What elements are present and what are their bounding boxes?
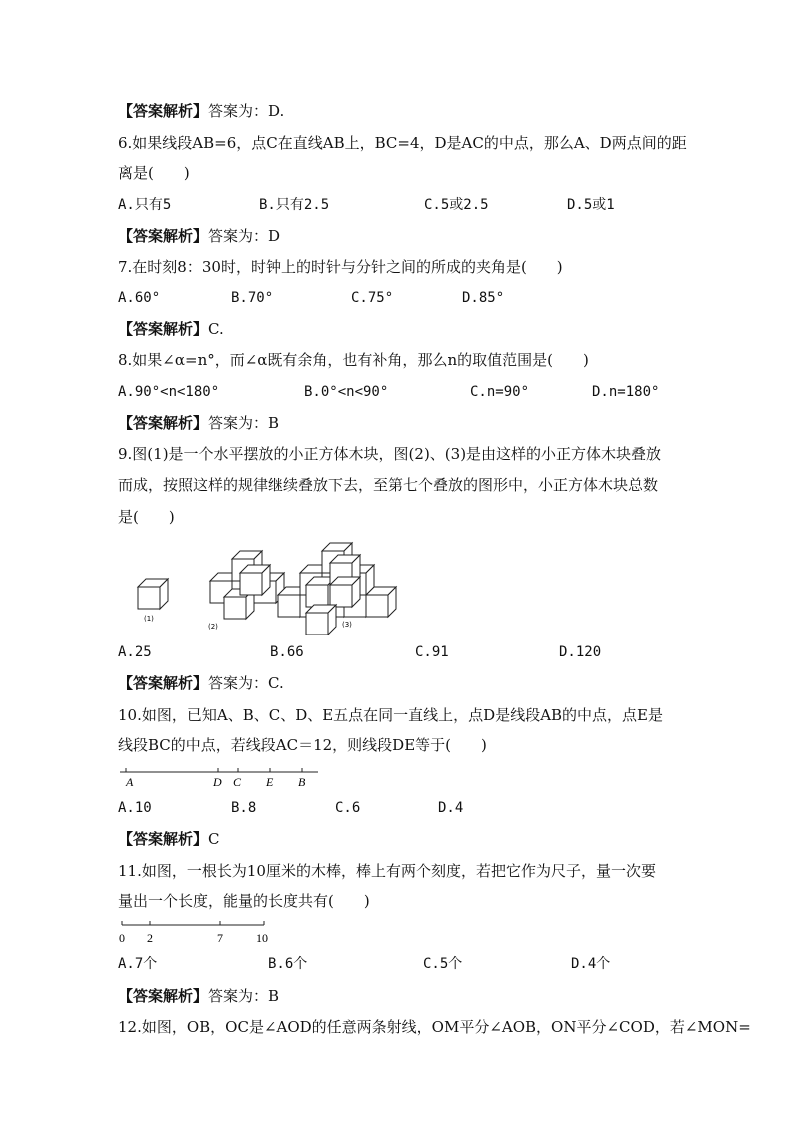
answer-6: 【答案解析】答案为：D [118,227,281,245]
question-10-line-2: 线段BC的中点，若线段AC＝12，则线段DE等于( ) [118,736,487,754]
cube-figure-1 [138,579,168,609]
question-6-line-1: 6.如果线段AB=6，点C在直线AB上，BC=4，D是AC的中点，那么A、D两点间的距 [118,134,687,152]
q9-option-a: A.25 [118,644,152,660]
q8-option-b: B.0°<n<90° [304,384,389,400]
question-6-line-2: 离是( ) [118,164,190,182]
q9-option-b: B.66 [270,644,304,660]
q11-option-b: B.6个 [268,956,308,972]
mark-2: 2 [147,931,153,945]
ruler-figure [116,917,276,947]
q9-option-d: D.120 [559,644,602,660]
answer-5: 【答案解析】答案为：D. [118,102,285,120]
question-7: 7.在时刻8：30时，时钟上的时针与分针之间的所成的夹角是( ) [118,258,563,276]
answer-10: 【答案解析】C [118,830,220,848]
q7-option-b: B.70° [231,290,274,306]
mark-0: 0 [119,931,125,945]
q8-option-d: D.n=180° [592,384,660,400]
q10-option-d: D.4 [438,800,464,816]
cube-stack-figure [130,535,400,635]
q11-option-a: A.7个 [118,956,158,972]
caption-2: (2) [208,623,218,631]
question-12: 12.如图，OB，OC是∠AOD的任意两条射线，OM平分∠AOB，ON平分∠COD，若∠MON= [118,1018,751,1036]
q7-option-d: D.85° [462,290,505,306]
q10-option-b: B.8 [231,800,257,816]
question-9-line-3: 是( ) [118,508,175,526]
answer-11: 【答案解析】答案为：B [118,987,280,1005]
point-b: B [298,775,306,789]
question-11-line-2: 量出一个长度，能量的长度共有( ) [118,892,370,910]
q6-option-b: B.只有2.5 [259,197,330,213]
question-9-line-2: 而成，按照这样的规律继续叠放下去，至第七个叠放的图形中，小正方体木块总数 [118,476,659,494]
question-8: 8.如果∠α=n°，而∠α既有余角，也有补角，那么n的取值范围是( ) [118,351,589,369]
q6-option-c: C.5或2.5 [424,197,489,213]
answer-7: 【答案解析】C. [118,320,224,338]
q11-option-c: C.5个 [423,956,463,972]
q7-option-a: A.60° [118,290,161,306]
point-c: C [233,775,242,789]
point-d: D [213,775,222,789]
mark-10: 10 [256,931,268,945]
point-e: E [266,775,274,789]
q10-option-a: A.10 [118,800,152,816]
q10-option-c: C.6 [335,800,361,816]
caption-3: (3) [342,621,352,629]
q6-option-a: A.只有5 [118,197,172,213]
question-11-line-1: 11.如图，一根长为10厘米的木棒，棒上有两个刻度，若把它作为尺子，量一次要 [118,862,656,880]
question-10-line-1: 10.如图，已知A、B、C、D、E五点在同一直线上，点D是线段AB的中点，点E是 [118,706,663,724]
q6-option-d: D.5或1 [567,197,615,213]
cube-figure-3 [278,543,396,635]
caption-1: (1) [144,615,154,623]
answer-tag: 【答案解析】 [118,102,209,120]
mark-7: 7 [217,931,223,945]
q7-option-c: C.75° [351,290,394,306]
answer-9: 【答案解析】答案为：C. [118,674,284,692]
cube-figure-2 [210,551,284,619]
q8-option-c: C.n=90° [470,384,530,400]
point-a: A [126,775,134,789]
q8-option-a: A.90°<n<180° [118,384,220,400]
q11-option-d: D.4个 [571,956,611,972]
segment-figure [118,764,328,792]
q9-option-c: C.91 [415,644,449,660]
answer-8: 【答案解析】答案为：B [118,414,280,432]
question-9-line-1: 9.图(1)是一个水平摆放的小正方体木块，图(2)、(3)是由这样的小正方体木块叠放 [118,445,662,463]
